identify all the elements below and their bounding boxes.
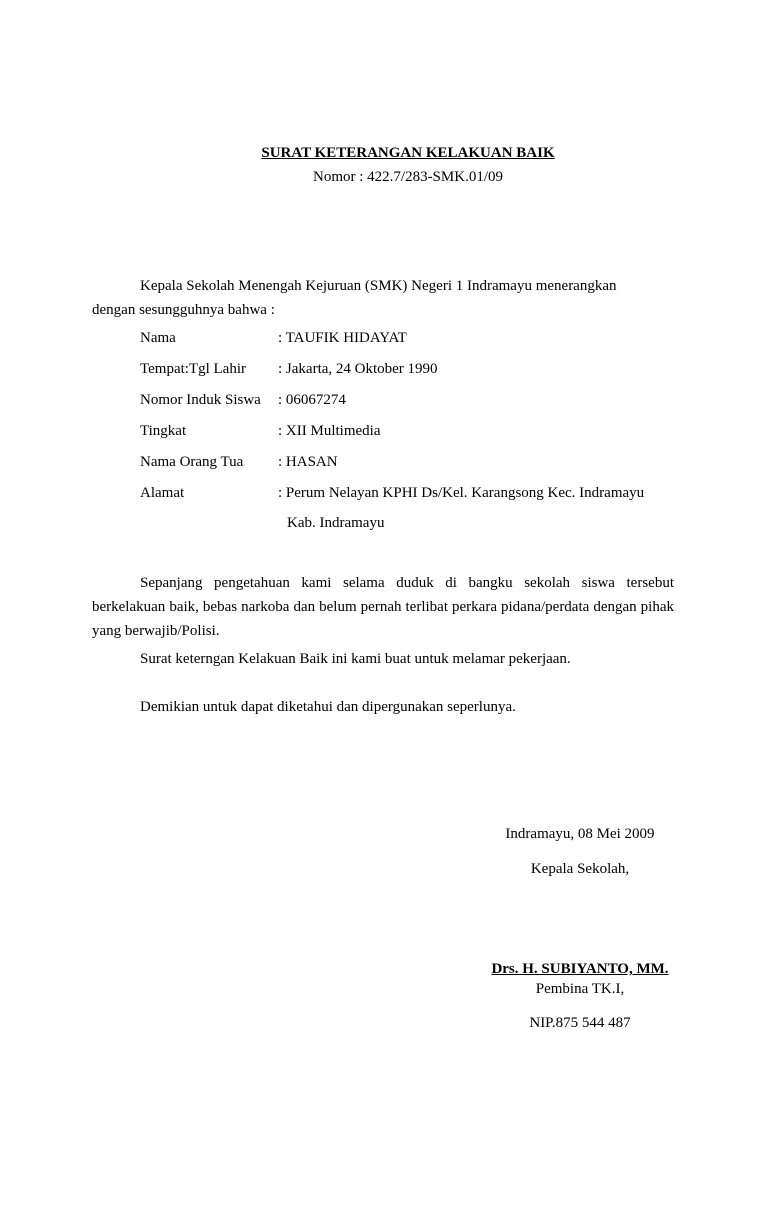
signature-position: Kepala Sekolah,: [530, 861, 630, 877]
field-value: : HASAN: [278, 454, 338, 470]
document-title: SURAT KETERANGAN KELAKUAN BAIK: [261, 145, 555, 161]
intro-paragraph: [92, 274, 674, 322]
address-line-2: Kab. Indramayu: [287, 515, 385, 531]
field-value: : TAUFIK HIDAYAT: [278, 330, 407, 346]
field-label: Nama Orang Tua: [140, 454, 244, 470]
signature-place-date: Indramayu, 08 Mei 2009: [505, 826, 655, 842]
signature-name: Drs. H. SUBIYANTO, MM.: [491, 961, 669, 977]
field-value: : XII Multimedia: [278, 423, 381, 439]
field-label: Nama: [140, 330, 176, 346]
field-value: : Perum Nelayan KPHI Ds/Kel. Karangsong Kec. Indramayu: [278, 485, 645, 501]
body-paragraph-2: Surat keterngan Kelakuan Baik ini kami buat untuk melamar pekerjaan.: [140, 651, 571, 667]
intro-line-2: dengan sesungguhnya bahwa :: [92, 302, 275, 318]
signature-rank: Pembina TK.I,: [535, 981, 625, 997]
field-value: : 06067274: [278, 392, 346, 408]
field-label: Tempat:Tgl Lahir: [140, 361, 246, 377]
body-paragraph-1: Sepanjang pengetahuan kami selama duduk di bangku sekolah siswa tersebut berkelakuan baik, bebas narkoba dan belum pernah terlibat perkara pidana/perdata dengan pihak yang berwajib/Polisi.: [92, 575, 674, 639]
field-value: : Jakarta, 24 Oktober 1990: [278, 361, 438, 377]
body-paragraph-3: Demikian untuk dapat diketahui dan dipergunakan seperlunya.: [140, 699, 516, 715]
field-label: Tingkat: [140, 423, 187, 439]
intro-line-1: Kepala Sekolah Menengah Kejuruan (SMK) Negeri 1 Indramayu menerangkan: [140, 278, 617, 294]
field-label: Alamat: [140, 485, 185, 501]
document-number: Nomor : 422.7/283-SMK.01/09: [312, 169, 503, 185]
field-label: Nomor Induk Siswa: [140, 392, 261, 408]
signature-nip: NIP.875 544 487: [529, 1015, 631, 1031]
